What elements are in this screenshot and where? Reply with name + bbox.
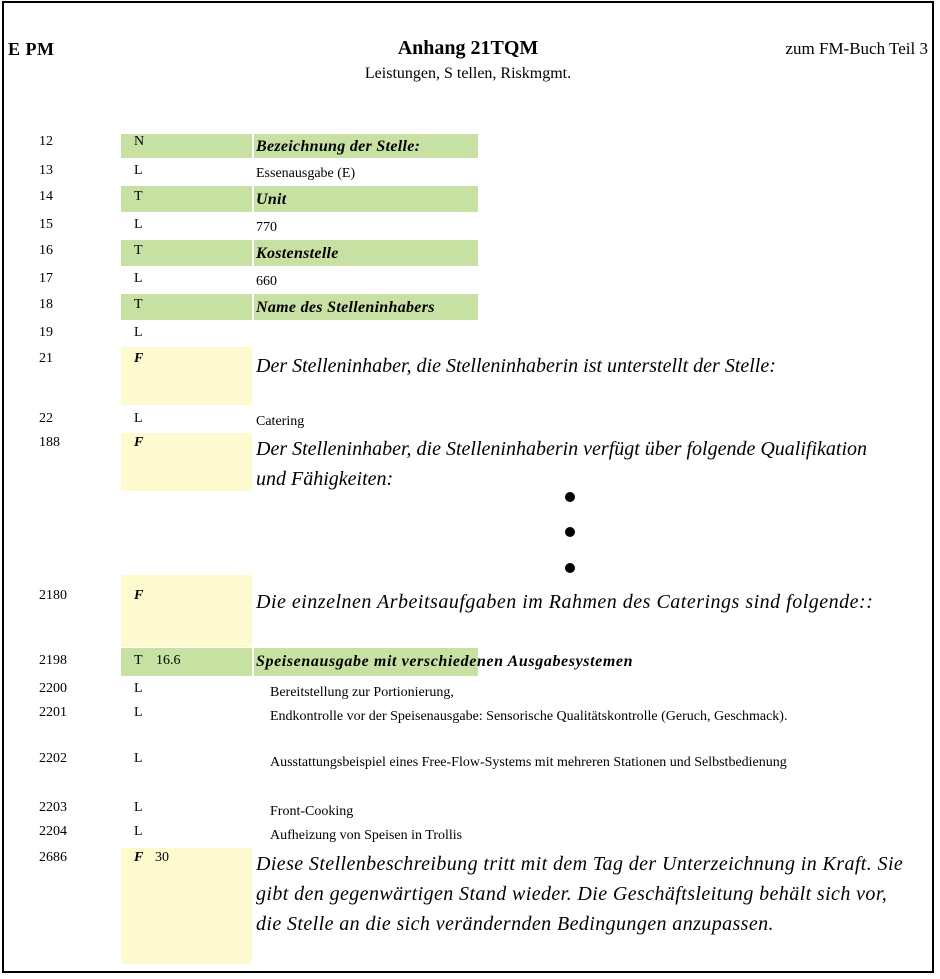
document-page xyxy=(2,1,934,973)
row-text: Endkontrolle vor der Speisenausgabe: Sensorische Qualitätskontrolle (Geruch, Geschmack). xyxy=(270,709,788,724)
row-code: F xyxy=(134,435,144,450)
row-code: L xyxy=(134,325,143,340)
row-number: 2201 xyxy=(39,705,67,720)
ellipsis-dot xyxy=(565,527,575,537)
code-cell xyxy=(121,575,252,647)
row-code-extra: 16.6 xyxy=(156,653,181,668)
row-number: 17 xyxy=(39,271,53,286)
row-text: 660 xyxy=(256,274,277,289)
row-text: Unit xyxy=(256,191,287,208)
row-code: L xyxy=(134,705,143,720)
page-subtitle: Leistungen, S tellen, Riskmgmt. xyxy=(364,65,572,82)
header-left-label: E PM xyxy=(8,39,55,59)
row-code-extra: 30 xyxy=(155,850,169,865)
row-number: 2203 xyxy=(39,800,67,815)
row-code: L xyxy=(134,800,143,815)
text-cell xyxy=(254,186,478,212)
row-number: 15 xyxy=(39,217,53,232)
table-row xyxy=(4,271,932,291)
row-number: 14 xyxy=(39,189,53,204)
table-row xyxy=(4,800,932,820)
row-text: Kostenstelle xyxy=(256,245,339,262)
table-row xyxy=(4,240,932,266)
row-code: L xyxy=(134,271,143,286)
row-text: Catering xyxy=(256,414,305,429)
row-text: Essenausgabe (E) xyxy=(256,166,356,181)
row-number: 16 xyxy=(39,243,53,258)
table-row xyxy=(4,163,932,183)
row-text: Aufheizung von Speisen in Trollis xyxy=(270,828,463,843)
row-code: F xyxy=(134,351,144,366)
row-code: L xyxy=(134,411,143,426)
row-number: 2200 xyxy=(39,681,67,696)
row-number: 188 xyxy=(39,435,60,450)
table-row xyxy=(4,848,932,964)
row-code: L xyxy=(134,824,143,839)
row-code: L xyxy=(134,751,143,766)
table-row xyxy=(4,217,932,237)
row-number: 12 xyxy=(39,134,53,149)
ellipsis-dot xyxy=(565,492,575,502)
table-row xyxy=(4,347,932,405)
row-number: 22 xyxy=(39,411,53,426)
row-text: Bereitstellung zur Portionierung, xyxy=(270,685,454,700)
row-code: T xyxy=(134,243,143,258)
row-text: 770 xyxy=(256,220,277,235)
row-code: T xyxy=(134,653,143,668)
row-text: Speisenausgabe mit verschiedenen Ausgabesystemen xyxy=(256,653,634,670)
row-code: N xyxy=(134,134,145,149)
page-title: Anhang 21TQM xyxy=(397,37,539,59)
row-code: L xyxy=(134,217,143,232)
row-text: Die einzelnen Arbeitsaufgaben im Rahmen des Caterings sind folgende:: xyxy=(256,591,874,613)
row-number: 2204 xyxy=(39,824,67,839)
ellipsis-dot xyxy=(565,563,575,573)
table-row xyxy=(4,433,932,491)
row-code: L xyxy=(134,163,143,178)
row-number: 19 xyxy=(39,325,53,340)
row-text: Der Stelleninhaber, die Stelleninhaberin ist unterstellt der Stelle: xyxy=(256,355,776,377)
table-row xyxy=(4,411,932,431)
row-number: 2180 xyxy=(39,588,67,603)
row-text: Bezeichnung der Stelle: xyxy=(256,138,421,155)
table-row xyxy=(4,325,932,345)
row-number: 2202 xyxy=(39,751,67,766)
row-code: F xyxy=(134,588,144,603)
row-text: Der Stelleninhaber, die Stelleninhaberin verfügt über folgende Qualifikation und Fähigkeiten: xyxy=(256,438,867,490)
row-number: 13 xyxy=(39,163,53,178)
row-code: T xyxy=(134,297,143,312)
table-row xyxy=(4,824,932,844)
table-row xyxy=(4,705,932,747)
table-row xyxy=(4,681,932,701)
table-row xyxy=(4,294,932,320)
row-code: F xyxy=(134,850,144,865)
header-right-label: zum FM-Buch Teil 3 xyxy=(785,39,928,58)
row-number: 2198 xyxy=(39,653,67,668)
table-row xyxy=(4,575,932,647)
row-text: Diese Stellenbeschreibung tritt mit dem Tag der Unterzeichnung in Kraft. Sie gibt den gegenwärtigen Stand wieder. Die Geschäftsleitung behält sich vor, die Stelle an die sich verändernden Bedingungen anzupassen. xyxy=(256,853,904,935)
row-text: Name des Stelleninhabers xyxy=(256,299,435,316)
row-number: 2686 xyxy=(39,850,67,865)
table-row xyxy=(4,186,932,212)
table-row xyxy=(4,134,932,158)
row-code: T xyxy=(134,189,143,204)
row-text: Ausstattungsbeispiel eines Free-Flow-Systems mit mehreren Stationen und Selbstbedienung xyxy=(270,755,787,770)
row-number: 21 xyxy=(39,351,53,366)
table-row xyxy=(4,648,932,676)
row-text: Front-Cooking xyxy=(270,804,354,819)
row-number: 18 xyxy=(39,297,53,312)
row-code: L xyxy=(134,681,143,696)
table-row xyxy=(4,751,932,795)
